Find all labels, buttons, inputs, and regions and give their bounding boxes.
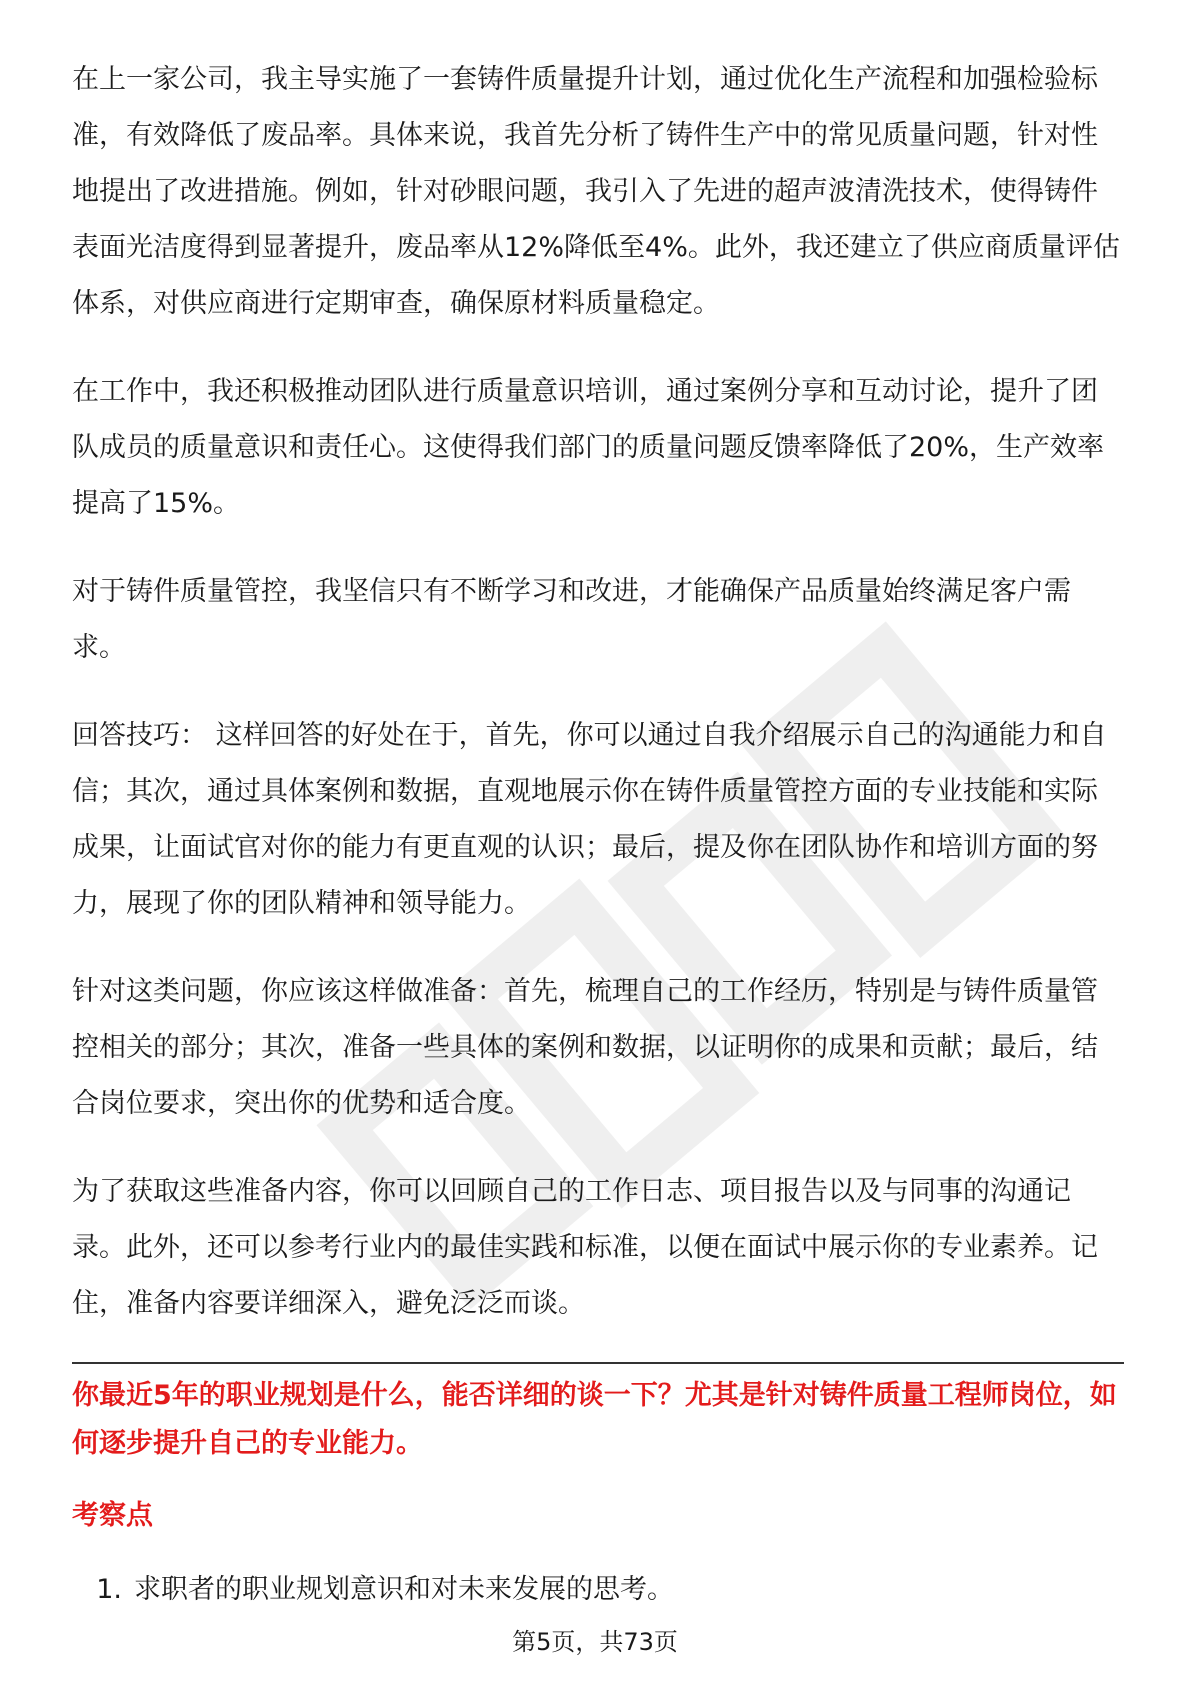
paragraph-preparation: 针对这类问题，你应该这样做准备：首先，梳理自己的工作经历，特别是与铸件质量管控相关的部分；其次，准备一些具体的案例和数据，以证明你的成果和贡献；最后，结合岗位要求，突出你的优势和适合度。 — [72, 976, 1098, 1119]
paragraph-sources: 为了获取这些准备内容，你可以回顾自己的工作日志、项目报告以及与同事的沟通记录。此外，还可以参考行业内的最佳实践和标准，以便在面试中展示你的专业素养。记住，准备内容要详细深入，避免泛泛而谈。 — [72, 1176, 1098, 1319]
question-heading: 你最近5年的职业规划是什么，能否详细的谈一下？尤其是针对铸件质量工程师岗位，如何逐步提升自己的专业能力。 — [72, 1380, 1117, 1459]
paragraph-3: 对于铸件质量管控，我坚信只有不断学习和改进，才能确保产品质量始终满足客户需求。 — [72, 576, 1071, 663]
paragraph-1: 在上一家公司，我主导实施了一套铸件质量提升计划，通过优化生产流程和加强检验标准，有效降低了废品率。具体来说，我首先分析了铸件生产中的常见质量问题，针对性地提出了改进措施。例如，针对砂眼问题，我引入了先进的超声波清洗技术，使得铸件表面光洁度得到显著提升，废品率从12%降低至4%。此外，我还建立了供应商质量评估体系，对供应商进行定期审查，确保原材料质量稳定。 — [72, 64, 1120, 319]
list-item-number: 1. — [96, 1574, 122, 1605]
list-item — [72, 1562, 1124, 1618]
section-title: 考察点 — [72, 1500, 153, 1531]
page-content — [72, 52, 1124, 1618]
paragraph-2: 在工作中，我还积极推动团队进行质量意识培训，通过案例分享和互动讨论，提升了团队成员的质量意识和责任心。这使得我们部门的质量问题反馈率降低了20%，生产效率提高了15%。 — [72, 376, 1105, 519]
paragraph-answer-tips: 回答技巧： 这样回答的好处在于，首先，你可以通过自我介绍展示自己的沟通能力和自信；其次，通过具体案例和数据，直观地展示你在铸件质量管控方面的专业技能和实际成果，让面试官对你的能力有更直观的认识；最后，提及你在团队协作和培训方面的努力，展现了你的团队精神和领导能力。 — [72, 720, 1107, 919]
list-item-text: 求职者的职业规划意识和对未来发展的思考。 — [134, 1574, 674, 1605]
page-footer: 第5页，共73页 — [512, 1628, 678, 1656]
section-divider — [72, 1362, 1124, 1364]
assessment-list — [72, 1562, 1124, 1618]
